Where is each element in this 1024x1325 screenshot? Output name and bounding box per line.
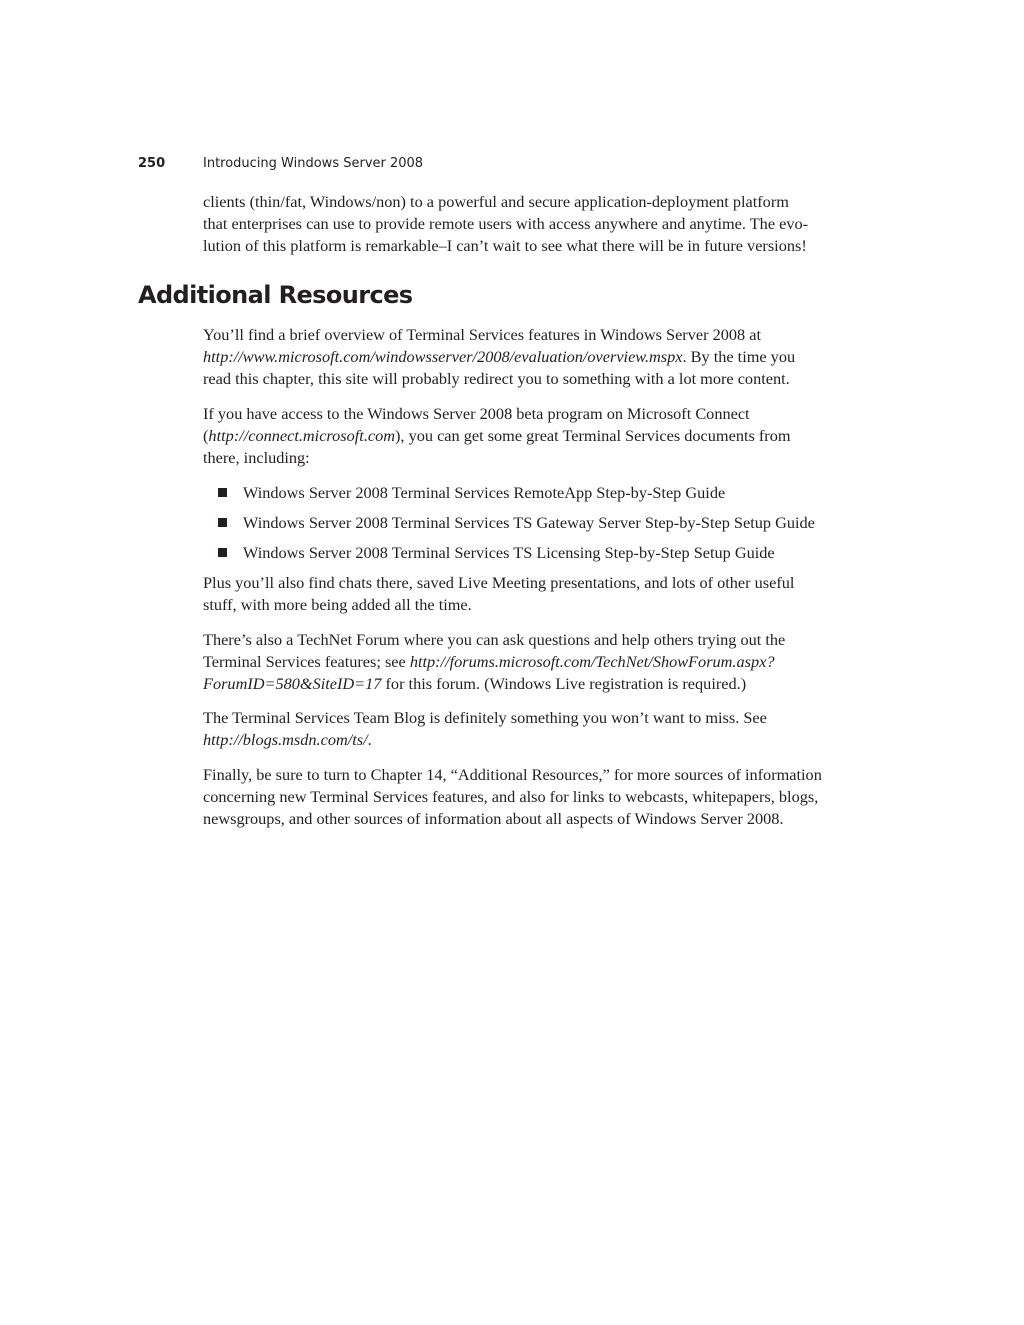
- text-segment: (: [203, 425, 209, 445]
- text-segment: The Terminal Services Team Blog is definitely something you won’t want to miss. See: [203, 708, 767, 727]
- page-number: 250: [138, 156, 166, 171]
- text-line: [203, 403, 791, 425]
- section-heading: Additional Resources: [138, 281, 413, 309]
- text-line: [203, 673, 785, 695]
- text-line: [203, 808, 822, 830]
- text-segment: concerning new Terminal Services features, and also for links to webcasts, whitepapers, blogs,: [203, 786, 819, 806]
- url-text: http://connect.microsoft.com: [208, 425, 396, 445]
- text-line: [203, 764, 822, 786]
- text-segment: Finally, be sure to turn to Chapter 14, “Additional Resources,” for more sources of information: [203, 765, 822, 784]
- text-line: [203, 368, 795, 390]
- text-line: [203, 235, 808, 257]
- text-line: [203, 786, 822, 808]
- text-segment: You’ll find a brief overview of Terminal Services features in Windows Server 2008 at: [203, 325, 761, 344]
- url-text: ForumID=580&SiteID=17: [203, 673, 382, 693]
- text-segment: There’s also a TechNet Forum where you can ask questions and help others trying out the: [203, 630, 786, 649]
- text-segment: clients (thin/fat, Windows/non) to a powerful and secure application-deployment platform: [203, 192, 789, 211]
- text-segment: . By the time you: [682, 346, 796, 366]
- bullet-square-icon: [218, 488, 227, 497]
- text-segment: read this chapter, this site will probably redirect you to something with a lot more content.: [203, 368, 790, 388]
- text-segment: lution of this platform is remarkable–I can’t wait to see what there will be in future versions!: [203, 235, 807, 255]
- text-line: [203, 447, 791, 469]
- bullet-square-icon: [218, 548, 227, 557]
- text-line: [203, 594, 794, 616]
- text-line: [203, 729, 767, 751]
- text-line: [203, 572, 794, 594]
- text-line: [203, 324, 795, 346]
- text-segment: newsgroups, and other sources of information about all aspects of Windows Server 2008.: [203, 808, 784, 828]
- running-title: Introducing Windows Server 2008: [203, 156, 424, 171]
- text-segment: there, including:: [203, 447, 310, 467]
- text-segment: for this forum. (Windows Live registration is required.): [381, 673, 747, 693]
- url-text: http://forums.microsoft.com/TechNet/ShowForum.aspx?: [409, 651, 775, 671]
- url-text: http://www.microsoft.com/windowsserver/2008/evaluation/overview.mspx: [203, 346, 683, 366]
- paragraph: [203, 403, 791, 468]
- url-text: http://blogs.msdn.com/ts/: [203, 729, 368, 749]
- paragraph: [203, 707, 767, 751]
- paragraph: [203, 629, 785, 694]
- text-segment: ), you can get some great Terminal Services documents from: [395, 425, 791, 445]
- text-line: [203, 346, 795, 368]
- bullet-square-icon: [218, 518, 227, 527]
- text-line: [203, 651, 785, 673]
- text-segment: that enterprises can use to provide remote users with access anywhere and anytime. The evo-: [203, 213, 809, 233]
- paragraph: [203, 764, 822, 829]
- text-segment: .: [367, 729, 372, 749]
- text-line: [203, 213, 808, 235]
- text-line: [203, 629, 785, 651]
- text-segment: Terminal Services features; see: [203, 651, 410, 671]
- text-line: [203, 425, 791, 447]
- text-segment: stuff, with more being added all the time.: [203, 594, 472, 614]
- paragraph: [203, 191, 808, 256]
- text-segment: If you have access to the Windows Server 2008 beta program on Microsoft Connect: [203, 404, 750, 423]
- text-line: [203, 191, 808, 213]
- paragraph: [203, 324, 795, 389]
- text-segment: Plus you’ll also find chats there, saved Live Meeting presentations, and lots of other useful: [203, 573, 795, 592]
- text-line: [203, 707, 767, 729]
- paragraph: [203, 572, 794, 616]
